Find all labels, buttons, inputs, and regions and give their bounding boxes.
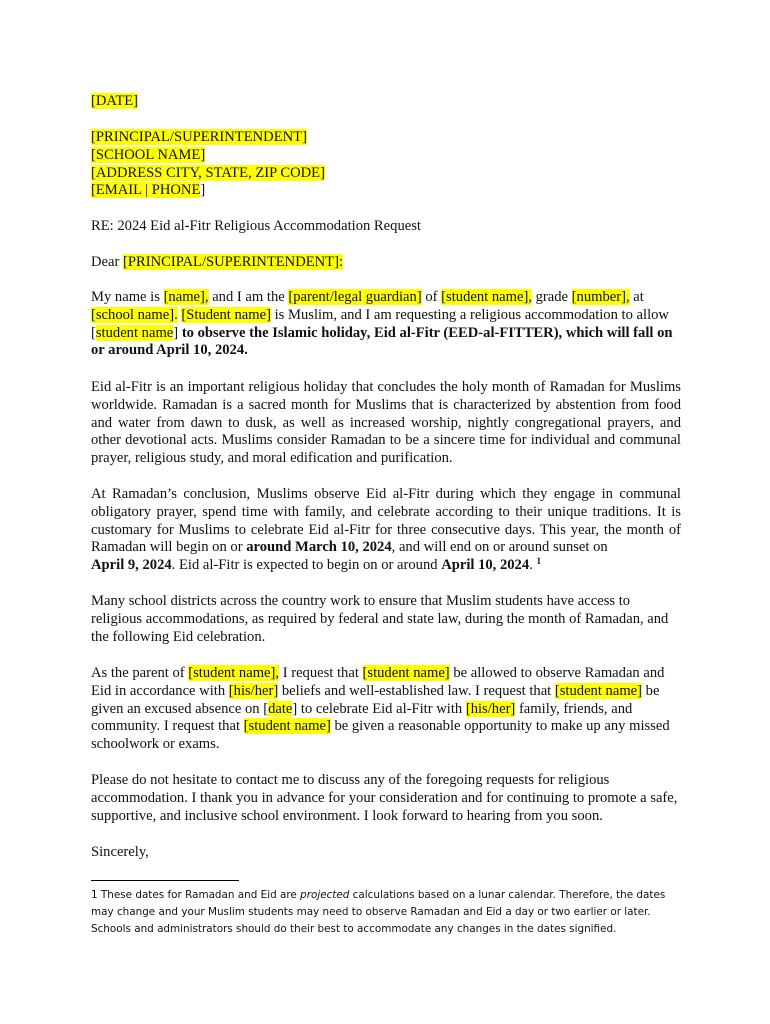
footnote [91,887,681,938]
text: ] to celebrate Eid al-Fitr with [292,700,466,717]
footnote-emphasis: projected [300,889,350,901]
ramadan-end-bold: April 9, 2024 [91,557,172,574]
footnote-text: 1 These dates for Ramadan and Eid are [91,889,301,901]
ramadan-start-bold: around March 10, 2024 [246,539,392,556]
footnote-ref[interactable]: 1 [536,556,541,567]
date-line [91,93,681,111]
text: be allowed to observe Ramadan and Eid in accordance with [91,665,665,699]
guardian-placeholder: [parent/legal guardian] [288,289,422,305]
student-name-placeholder: [student name] [362,665,450,681]
date-placeholder: [DATE] [91,93,139,109]
student-name-placeholder: [student name] [243,718,331,735]
student-name-placeholder: student name [95,324,174,341]
school-name-placeholder: [SCHOOL NAME] [91,146,206,163]
pronoun-placeholder: [his/her] [465,700,516,717]
contact-bracket: ] [200,182,206,199]
address-placeholder: [ADDRESS CITY, STATE, ZIP CODE] [91,164,325,181]
student-name-placeholder: [student name], [441,289,532,305]
closing: Sincerely, [91,844,149,860]
paragraph-school-districts: Many school districts across the country work to ensure that Muslim students have access to religious accommodations, as required by federal and state law, during the month of Ramadan, and the following Eid celebration. [91,593,669,645]
text: . [529,557,537,574]
text: be given a reasonable opportunity to make up any missed schoolwork or exams. [91,718,670,753]
salutation-name-placeholder: [PRINCIPAL/SUPERINTENDENT]: [123,254,344,270]
text: family, friends, and community. I request that [91,700,633,735]
footnote-divider [91,880,239,881]
addressee-title-placeholder: [PRINCIPAL/SUPERINTENDENT] [91,129,307,145]
text: be given an excused absence on [ [91,682,660,717]
text: As the parent of [91,665,189,681]
text: and I am the [208,289,289,305]
text: grade [531,289,572,305]
name-placeholder: [name], [163,289,209,305]
text: At Ramadan’s conclusion, Muslims observe Eid al-Fitr during which they engage in communal obligatory prayer, spend time with family, and celebrate according to their unique traditions. It is customary for Muslims to celebrate Eid al-Fitr for three consecutive days. This year, the month of Ramadan will begin on or [91,486,681,556]
grade-placeholder: [number], [571,289,630,305]
salutation [91,254,681,272]
holiday-date-bold: to observe the Islamic holiday, Eid al-Fitr (EED-al-FITTER), which will fall on or around April 10, 2024. [91,324,673,359]
student-name-placeholder: [student name] [554,682,643,699]
addressee-block [91,129,681,200]
text: at [629,289,644,305]
text: beliefs and well-established law. I request that [278,682,555,699]
text: , and will end on or around sunset on [391,539,608,556]
text: I request that [279,665,363,681]
contact-placeholder: [EMAIL | PHONE [91,182,201,199]
text: . Eid al-Fitr is expected to begin on or around [171,557,442,574]
paragraph-intro [91,289,681,360]
date-placeholder: date [268,700,293,717]
paragraph-closing-request: Please do not hesitate to contact me to discuss any of the foregoing requests for religious accommodation. I thank you in advance for your consideration and for continuing to promote a safe, supportive, and inclusive school environment. I look forward to hearing from you soon. [91,772,678,824]
pronoun-placeholder: [his/her] [228,682,279,699]
paragraph-eid-overview: Eid al-Fitr is an important religious holiday that concludes the holy month of Ramadan for Muslims worldwide. Ramadan is a sacred month for Muslims that is characterized by abstention from food and water from dawn to dusk, as well as increased worship, nightly congregational prayers, and other devotional acts. Muslims consider Ramadan to be a sincere time for individual and communal prayer, religious study, and moral edification and purification. [91,379,681,467]
salutation-dear: Dear [91,254,124,270]
paragraph-ramadan-dates [91,486,681,575]
paragraph-requests [91,665,681,754]
text: ] [173,324,179,341]
school-name-placeholder: [school name]. [91,306,178,323]
subject-line: RE: 2024 Eid al-Fitr Religious Accommodation Request [91,218,421,234]
eid-date-bold: April 10, 2024 [441,557,530,574]
student-name-placeholder: [Student name] [181,306,271,323]
text: of [421,289,442,305]
text: is Muslim, and I am requesting a religious accommodation to allow [270,306,669,323]
student-name-placeholder: [student name], [188,665,280,681]
text: [ [91,324,96,341]
text: My name is [91,289,164,305]
footnote-text: calculations based on a lunar calendar. Therefore, the dates may change and your Muslim students may need to observe Ramadan and Eid a day or two earlier or later. Schools and administrators should do their best to accommodate any changes in the dates signified. [91,889,666,935]
